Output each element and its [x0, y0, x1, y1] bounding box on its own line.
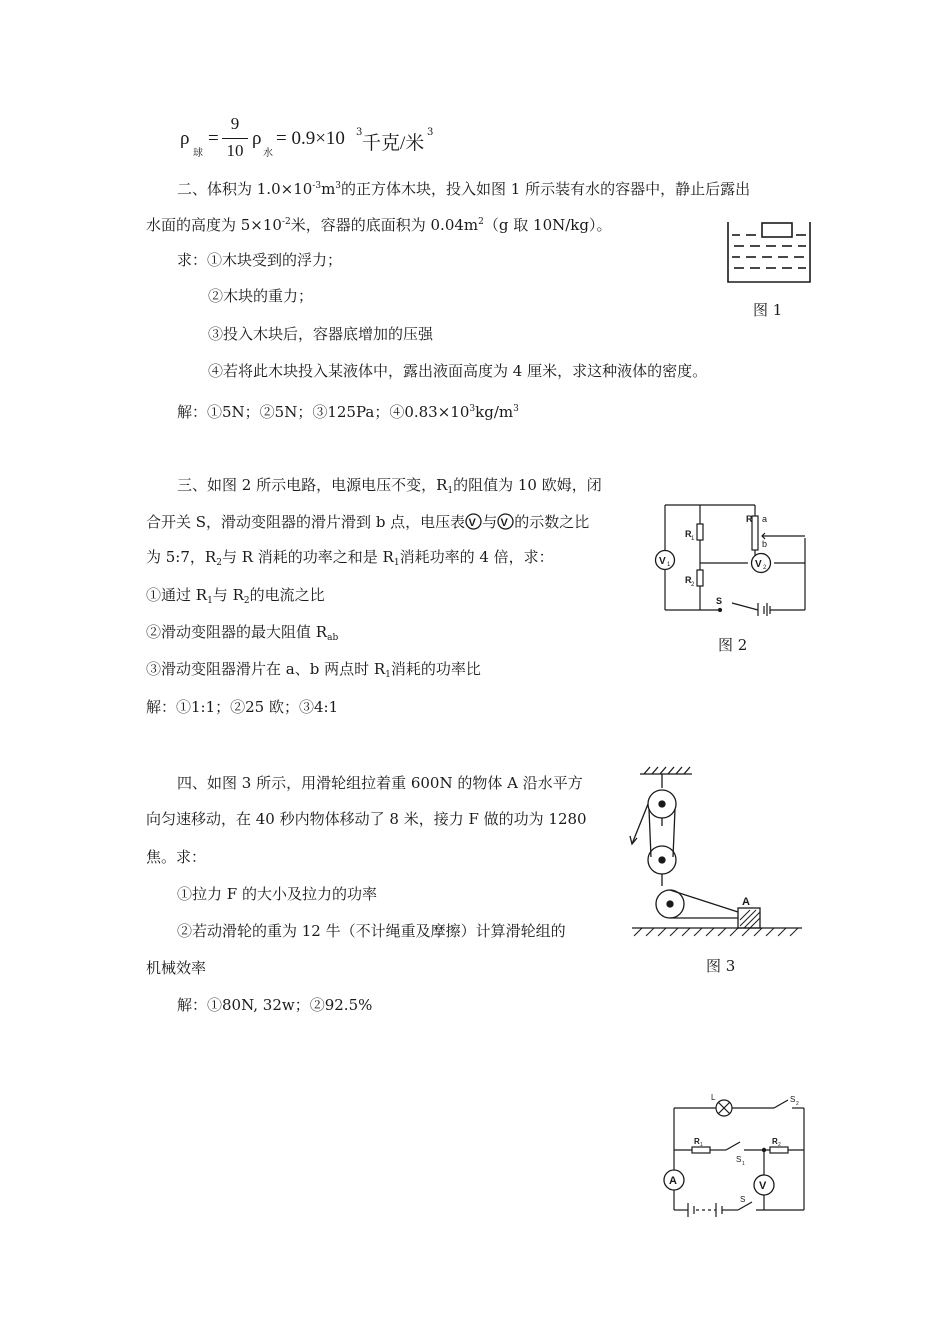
svg-text:V: V — [759, 1180, 767, 1192]
q4-line-1: 四、如图 3 所示，用滑轮组拉着重 600N 的物体 A 沿水平方 — [177, 774, 583, 792]
ammeter-icon — [664, 1170, 684, 1190]
q2-item-2: ②木块的重力； — [208, 287, 314, 305]
q3-item-2-a: ②滑动变阻器的最大阻值 R — [146, 623, 328, 641]
q3-line-2 — [146, 512, 589, 532]
label-b: b — [762, 539, 768, 549]
label-r1: R — [694, 1137, 700, 1146]
q3-item-1-sub2: 2 — [243, 596, 250, 606]
q2-item-4: ④若将此木块投入某液体中，露出液面高度为 4 厘米，求这种液体的密度。 — [208, 362, 708, 380]
label-r2: R — [685, 575, 692, 585]
q3-item-3-b: 消耗的功率比 — [390, 660, 481, 678]
q3-answer: 解：①1:1；②25 欧；③4:1 — [146, 698, 339, 716]
q3-item-1 — [146, 585, 325, 611]
q2-ask: 求：①木块受到的浮力； — [177, 251, 343, 269]
q2-line-1 — [177, 176, 750, 199]
voltmeter-v1 — [656, 551, 675, 570]
label-s1: S — [736, 1155, 742, 1164]
q3-item-3-a: ③滑动变阻器滑片在 a、b 两点时 R — [146, 660, 386, 678]
q4-item-2: ②若动滑轮的重为 12 牛（不计绳重及摩擦）计算滑轮组的 — [177, 922, 566, 940]
formula-value: = 0.9×10 — [276, 128, 345, 149]
q2-line-1-b: m — [321, 180, 336, 198]
svg-text:1: 1 — [667, 562, 671, 568]
rho-water-subscript: 水 — [263, 148, 273, 159]
lamp-icon — [716, 1100, 732, 1116]
q3-line-3 — [146, 547, 554, 573]
q2-answer-sup: 3 — [469, 404, 476, 414]
svg-text:V: V — [755, 559, 762, 570]
q2-line-2-b: 米，容器的底面积为 0.04m — [290, 216, 479, 234]
svg-text:V: V — [500, 517, 509, 529]
figure-1-container — [720, 218, 816, 288]
rho-water-symbol: ρ — [252, 128, 262, 149]
label-block-a: A — [742, 896, 750, 908]
fraction-numerator: 9 — [230, 114, 240, 133]
q3-item-1-c: 的电流之比 — [249, 586, 325, 604]
q3-line-1 — [177, 475, 602, 501]
q3-line-1-b: 的阻值为 10 欧姆，闭 — [453, 476, 602, 494]
figure-2-caption: 图 2 — [718, 636, 748, 654]
label-lamp: L — [711, 1093, 716, 1102]
label-s: S — [740, 1195, 746, 1204]
q3-line-2-b: 与 — [482, 513, 498, 531]
label-r2-sub: 2 — [778, 1142, 781, 1148]
q2-answer-b: kg/m — [475, 403, 514, 421]
q3-line-3-b: 与 R 消耗的功率之和是 R — [221, 548, 394, 566]
figure-3-pulley — [626, 764, 806, 942]
ground-hatch — [634, 928, 798, 936]
label-r1-sub: 1 — [691, 536, 695, 542]
svg-text:A: A — [669, 1175, 677, 1187]
label-s2-sub: 2 — [796, 1101, 799, 1107]
label-s1-sub: 1 — [742, 1161, 745, 1167]
formula-unit: 千克/米 — [362, 133, 425, 154]
q3-item-1-b: 与 R — [212, 586, 244, 604]
q2-line-2-c: （g 取 10N/kg）。 — [483, 216, 612, 234]
q3-item-3 — [146, 659, 481, 685]
rho-ball-symbol: ρ — [180, 128, 190, 149]
label-r2-sub: 2 — [691, 582, 695, 588]
wood-block — [762, 223, 792, 237]
voltmeter-v2 — [752, 554, 771, 573]
label-a: a — [762, 514, 768, 524]
q2-answer — [177, 399, 519, 422]
figure-1-caption: 图 1 — [753, 301, 783, 319]
q3-item-2 — [146, 622, 338, 648]
voltmeter-v1-icon — [465, 513, 482, 530]
q3-line-1-sub: 1 — [447, 486, 454, 496]
fraction-bar — [222, 138, 248, 139]
label-s2: S — [790, 1095, 796, 1104]
q2-line-2-a: 水面的高度为 5×10 — [146, 216, 282, 234]
svg-text:V: V — [468, 517, 477, 529]
q2-line-1-sup1: -3 — [312, 181, 322, 191]
label-rheostat: R — [746, 514, 753, 524]
figure-2-circuit — [650, 500, 810, 616]
equals-sign: = — [208, 128, 219, 149]
q4-answer: 解：①80N, 32w；②92.5% — [177, 996, 373, 1014]
q4-line-2: 向匀速移动，在 40 秒内物体移动了 8 米，接力 F 做的功为 1280 — [146, 810, 587, 828]
q4-item-2b: 机械效率 — [146, 959, 207, 977]
q2-item-3: ③投入木块后，容器底增加的压强 — [208, 325, 434, 343]
q4-line-3: 焦。求： — [146, 848, 207, 866]
voltmeter-icon — [754, 1175, 774, 1195]
q3-line-1-a: 三、如图 2 所示电路，电源电压不变，R — [177, 476, 448, 494]
q3-line-3-sub: 2 — [216, 558, 222, 568]
q2-line-1-a: 二、体积为 1.0×10 — [177, 180, 313, 198]
q3-item-2-sub: ab — [327, 633, 339, 643]
q2-line-1-sup2: 3 — [335, 181, 342, 191]
label-r2: R — [772, 1137, 778, 1146]
q3-item-3-sub: 1 — [385, 670, 391, 680]
q4-item-1: ①拉力 F 的大小及拉力的功率 — [177, 885, 377, 903]
svg-text:V: V — [659, 556, 666, 567]
q3-line-2-c: 的示数之比 — [514, 513, 590, 531]
rho-ball-subscript: 球 — [193, 148, 203, 159]
label-r1: R — [685, 529, 692, 539]
q2-line-2-sup1: -2 — [281, 217, 291, 227]
formula-unit-exponent: 3 — [427, 127, 434, 138]
label-r1-sub: 1 — [700, 1142, 703, 1148]
q3-item-1-sub: 1 — [207, 596, 213, 606]
voltmeter-v2-icon — [497, 513, 514, 530]
q2-answer-sup2: 3 — [513, 404, 519, 414]
figure-4-circuit — [656, 1090, 812, 1218]
q2-line-2-sup2: 2 — [478, 217, 484, 227]
label-switch: S — [716, 596, 723, 606]
figure-3-caption: 图 3 — [706, 957, 736, 975]
q3-line-3-a: 为 5:7，R — [146, 548, 217, 566]
water-dashes — [732, 235, 806, 268]
q2-answer-a: 解：①5N；②5N；③125Pa；④0.83×10 — [177, 403, 470, 421]
q2-line-2 — [146, 212, 612, 235]
q3-line-3-sub2: 1 — [393, 558, 400, 568]
q3-item-1-a: ①通过 R — [146, 586, 208, 604]
q2-line-1-c: 的正方体木块，投入如图 1 所示装有水的容器中，静止后露出 — [341, 180, 751, 198]
svg-text:2: 2 — [763, 565, 767, 571]
q3-line-2-a: 合开关 S，滑动变阻器的滑片滑到 b 点，电压表 — [146, 513, 466, 531]
ceiling-hatch — [644, 767, 690, 774]
formula-exponent: 3 — [356, 127, 363, 138]
fraction-denominator: 10 — [226, 141, 244, 160]
q3-line-3-c: 消耗功率的 4 倍，求： — [399, 548, 554, 566]
